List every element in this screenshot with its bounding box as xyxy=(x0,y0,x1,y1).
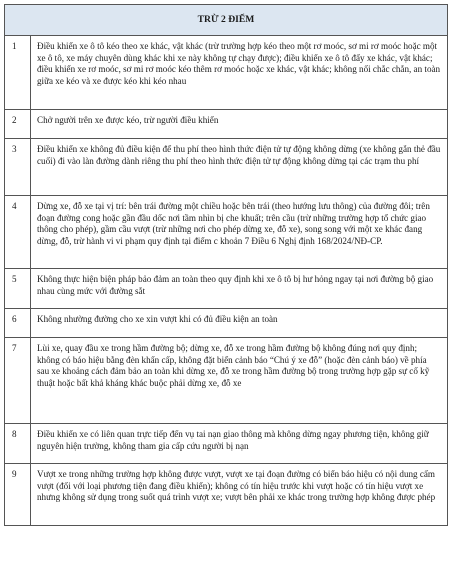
table-row xyxy=(5,309,448,338)
table-header: TRỪ 2 ĐIỂM xyxy=(5,5,448,36)
table-row xyxy=(5,139,448,196)
penalty-table xyxy=(4,4,448,526)
row-text: Dừng xe, đỗ xe tại vị trí: bên trái đường một chiều hoặc bên trái (theo hướng lưu thông) của đường đôi; trên đoạn đường cong hoặc gần đầu dốc nơi tầm nhìn bị che khuất; trên cầu (trừ những trường hợp tổ chức giao thông cho phép), gầm cầu vượt (trừ những nơi cho phép dừng xe, đỗ xe), song song với một xe khác đang dừng, đỗ, trừ hành vi vi phạm quy định tại điểm c khoản 7 Điều 6 Nghị định 168/2024/NĐ-CP. xyxy=(31,196,448,269)
table-row xyxy=(5,424,448,464)
table-row xyxy=(5,338,448,424)
row-text: Không nhường đường cho xe xin vượt khi có đủ điều kiện an toàn xyxy=(31,309,448,338)
row-number: 2 xyxy=(5,110,31,139)
row-number: 1 xyxy=(5,36,31,110)
table-row xyxy=(5,36,448,110)
row-number: 6 xyxy=(5,309,31,338)
table-header-row xyxy=(5,5,448,36)
row-number: 5 xyxy=(5,269,31,309)
table-row xyxy=(5,269,448,309)
row-text: Điều khiển xe không đủ điều kiện để thu phí theo hình thức điện tử tự động không dừng (xe không gắn thẻ đầu cuối) đi vào làn đường dành riêng thu phí theo hình thức điện tử tự động không dừng tại các trạm thu phí xyxy=(31,139,448,196)
row-number: 8 xyxy=(5,424,31,464)
row-number: 4 xyxy=(5,196,31,269)
penalty-table-container xyxy=(4,4,448,526)
table-row xyxy=(5,464,448,526)
row-text: Điều khiển xe có liên quan trực tiếp đến vụ tai nạn giao thông mà không dừng ngay phương tiện, không giữ nguyên hiện trường, không tham gia cấp cứu người bị nạn xyxy=(31,424,448,464)
row-text: Vượt xe trong những trường hợp không được vượt, vượt xe tại đoạn đường có biển báo hiệu có nội dung cấm vượt (đối với loại phương tiện đang điều khiển); không có tín hiệu trước khi vượt hoặc có tín hiệu vượt xe nhưng không sử dụng trong suốt quá trình vượt xe; vượt bên phải xe khác trong trường hợp không được phép xyxy=(31,464,448,526)
row-text: Điều khiển xe ô tô kéo theo xe khác, vật khác (trừ trường hợp kéo theo một rơ moóc, sơ mi rơ moóc hoặc một xe ô tô, xe máy chuyên dùng khác khi xe này không tự chạy được); điều khiển xe ô tô đẩy xe khác, vật khác; điều khiển xe rơ moóc, sơ mi rơ moóc kéo thêm rơ moóc hoặc xe khác, vật khác; không nối chắc chắn, an toàn giữa xe kéo và xe được kéo khi kéo nhau xyxy=(31,36,448,110)
row-number: 7 xyxy=(5,338,31,424)
table-row xyxy=(5,196,448,269)
row-number: 9 xyxy=(5,464,31,526)
row-number: 3 xyxy=(5,139,31,196)
row-text: Không thực hiện biện pháp bảo đảm an toàn theo quy định khi xe ô tô bị hư hỏng ngay tại nơi đường bộ giao nhau cùng mức với đường sắt xyxy=(31,269,448,309)
row-text: Lùi xe, quay đầu xe trong hầm đường bộ; dừng xe, đỗ xe trong hầm đường bộ không đúng nơi quy định; không có báo hiệu bằng đèn khẩn cấp, không đặt biển cảnh báo “Chú ý xe đỗ” (hoặc đèn cảnh báo) về phía sau xe khoảng cách đảm bảo an toàn khi dừng xe, đỗ xe trong hầm đường bộ trong trường hợp gặp sự cố kỹ thuật hoặc bất khả kháng khác buộc phải dừng xe, đỗ xe xyxy=(31,338,448,424)
table-row xyxy=(5,110,448,139)
row-text: Chở người trên xe được kéo, trừ người điều khiển xyxy=(31,110,448,139)
